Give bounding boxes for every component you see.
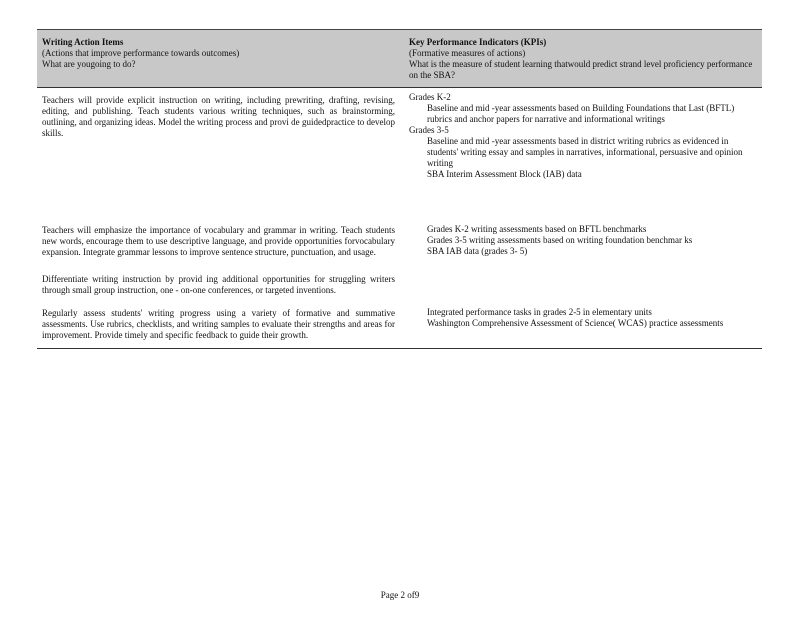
kpi-cell (404, 296, 762, 349)
action-cell (37, 88, 404, 181)
header-writing-action-items (37, 30, 404, 88)
action-plan-table (37, 29, 762, 349)
action-item-text: Regularly assess students' writing progress using a variety of formative and summative assessments. Use rubrics, checklists, and writing samples to evaluate their strengths and areas for improvement. Provide timely and specific feedback to guide their growth. (42, 308, 395, 340)
kpi-item-text: Baseline and mid -year assessments based in district writing rubrics as evidenced in students' writing essay and samples in narratives, informational, persuasive and opinion writing (427, 136, 743, 168)
header-right-subtitle: (Formative measures of actions) (409, 48, 526, 58)
header-kpis (404, 30, 762, 88)
kpi-list (409, 103, 757, 125)
page-number: Page 2 of9 (380, 590, 420, 600)
kpi-list-item (409, 136, 757, 169)
header-right-question: What is the measure of student learning thatwould predict strand level proficiency performance on the SBA? (409, 59, 753, 80)
action-item-text: Differentiate writing instruction by provid ing additional opportunities for struggling writers through small group instruction, one - on-one conferences, or targeted inventions. (42, 274, 395, 295)
table-header-row (37, 30, 762, 88)
kpi-list-item (409, 169, 757, 180)
action-cell (37, 296, 404, 349)
kpi-item-text: Grades K-2 writing assessments based on BFTL benchmarks (427, 224, 647, 234)
kpi-list-item (409, 246, 757, 257)
kpi-item-text: Washington Comprehensive Assessment of Science( WCAS) practice assessments (427, 318, 724, 328)
kpi-list-item (409, 307, 757, 318)
kpi-list (409, 224, 757, 257)
header-left-question: What are yougoing to do? (42, 59, 136, 69)
kpi-list (409, 307, 757, 329)
kpi-grade-label: Grades K-2 (409, 92, 451, 102)
action-item-text: Teachers will emphasize the importance of vocabulary and grammar in writing. Teach students new words, encourage them to use descriptive language, and provide opportunities forvocabulary expansion. Integrate grammar lessons to improve sentence structure, punctuation, and usage. (42, 225, 395, 257)
header-right-title: Key Performance Indicators (KPIs) (409, 37, 547, 47)
kpi-item-text: Baseline and mid -year assessments based on Building Foundations that Last (BFTL) rubrics and anchor papers for narrative and informational writings (427, 103, 735, 124)
kpi-list-item (409, 224, 757, 235)
kpi-list (409, 136, 757, 180)
kpi-cell (404, 180, 762, 296)
kpi-list-item (409, 235, 757, 246)
table-row (37, 88, 762, 181)
kpi-item-text: Grades 3-5 writing assessments based on writing foundation benchmar ks (427, 235, 693, 245)
header-left-subtitle: (Actions that improve performance towards outcomes) (42, 48, 240, 58)
kpi-item-text: SBA Interim Assessment Block (IAB) data (427, 169, 582, 179)
table-row (37, 180, 762, 296)
kpi-item-text: Integrated performance tasks in grades 2-5 in elementary units (427, 307, 652, 317)
action-cell (37, 180, 404, 296)
action-item-text: Teachers will provide explicit instruction on writing, including prewriting, drafting, revising, editing, and publishing. Teach students various writing techniques, such as brainstorming, outlining, and organizing ideas. Model the writing process and provi de guidedpractice to develop skills. (42, 95, 395, 138)
table-body (37, 88, 762, 349)
kpi-grade-label: Grades 3-5 (409, 125, 449, 135)
kpi-list-item (409, 318, 757, 329)
kpi-list-item (409, 103, 757, 125)
header-left-title: Writing Action Items (42, 37, 124, 47)
kpi-item-text: SBA IAB data (grades 3- 5) (427, 246, 528, 256)
table-row (37, 296, 762, 349)
kpi-cell (404, 88, 762, 181)
